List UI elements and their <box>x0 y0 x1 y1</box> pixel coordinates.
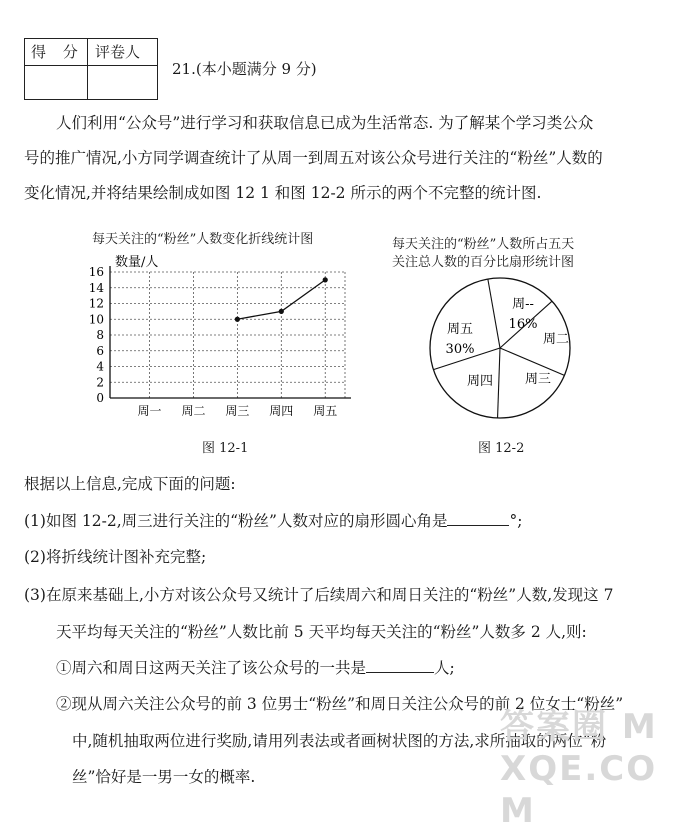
score-header: 得 分 <box>31 43 84 61</box>
pie-chart-caption: 图 12-2 <box>478 441 525 456</box>
pie-slice-value: 30% <box>445 342 475 357</box>
watermark-text: 答案圈 MXQE.COM <box>500 707 658 831</box>
question-3-line-1: (3)在原来基础上,小方对该公众号又统计了后续周六和周日关注的“粉丝”人数,发现这 7 <box>24 586 614 604</box>
grader-header: 评卷人 <box>95 43 141 61</box>
line-chart-caption: 图 12-1 <box>202 441 249 456</box>
data-point <box>323 277 328 282</box>
answer-blank-1[interactable] <box>447 525 509 526</box>
intro-line: 变化情况,并将结果绘制成如图 12 1 和图 12-2 所示的两个不完整的统计图. <box>24 184 542 202</box>
watermark <box>500 706 680 832</box>
pie-chart-title-2: 关注总人数的百分比扇形统计图 <box>392 255 575 270</box>
y-tick-label: 12 <box>88 296 104 311</box>
y-tick-label: 8 <box>96 328 104 342</box>
question-1-suffix: °; <box>509 512 523 530</box>
y-tick-label: 16 <box>88 265 104 279</box>
pie-slice-label: 周三 <box>524 372 552 387</box>
question-3-line-2: 天平均每天关注的“粉丝”人数比前 5 天平均每天关注的“粉丝”人数多 2 人,则: <box>56 623 587 641</box>
question-3-sub-2-line-2: 中,随机抽取两位进行奖励,请用列表法或者画树状图的方法,求所抽取的两位“粉 <box>72 732 607 750</box>
answer-blank-2[interactable] <box>366 672 434 673</box>
question-3-sub-1-suffix: 人; <box>434 659 455 677</box>
x-tick-label: 周三 <box>225 404 250 418</box>
x-tick-label: 周四 <box>269 404 294 418</box>
x-tick-label: 周一 <box>137 404 162 418</box>
question-3-sub-2-line-3: 丝”恰好是一男一女的概率. <box>72 768 256 786</box>
intro-line: 号的推广情况,小方同学调查统计了从周一到周五对该公众号进行关注的“粉丝”人数的 <box>24 149 603 167</box>
intro-line: 人们利用“公众号”进行学习和获取信息已成为生活常态. 为了解某个学习类公众 <box>56 114 594 132</box>
intro-paragraph <box>24 106 672 211</box>
instructions: 根据以上信息,完成下面的问题: <box>24 475 236 493</box>
score-table-row-divider <box>25 65 157 66</box>
y-tick-label: 4 <box>96 359 104 374</box>
score-table <box>24 38 158 100</box>
question-3-sub-2-line-1: ②现从周六关注公众号的前 3 位男士“粉丝”和周日关注公众号的前 2 位女士“粉丝” <box>56 695 624 713</box>
y-axis-label: 数量/人 <box>115 255 159 270</box>
x-tick-label: 周二 <box>181 404 206 418</box>
y-tick-label: 6 <box>96 343 104 358</box>
pie-slice-label: 周四 <box>466 374 494 389</box>
y-tick-label: 14 <box>88 280 104 295</box>
y-tick-label: 2 <box>96 375 104 390</box>
x-tick-label: 周五 <box>313 404 338 418</box>
pie-chart <box>420 268 580 428</box>
pie-slice-label: 周五 <box>446 322 474 337</box>
question-1 <box>24 509 522 531</box>
line-chart <box>80 250 360 430</box>
question-3-sub-1-text: ①周六和周日这两天关注了该公众号的一共是 <box>56 659 367 677</box>
pie-slice-boundary <box>498 348 500 418</box>
pie-chart-title-1: 每天关注的“粉丝”人数所占五天 <box>392 237 575 252</box>
question-number: 21.(本小题满分 9 分) <box>172 60 317 78</box>
question-2: (2)将折线统计图补充完整; <box>24 548 207 566</box>
data-point <box>279 309 284 314</box>
pie-slice-label: 周-- <box>512 297 534 312</box>
pie-slice-label: 周二 <box>542 332 570 347</box>
data-point <box>235 317 240 322</box>
y-tick-label: 0 <box>96 391 104 405</box>
y-tick-label: 10 <box>88 312 104 327</box>
score-table-divider <box>87 39 88 99</box>
pie-slice-value: 16% <box>508 317 538 332</box>
pie-slice-boundary <box>488 279 500 348</box>
question-1-text: (1)如图 12-2,周三进行关注的“粉丝”人数对应的扇形圆心角是 <box>24 512 448 530</box>
line-chart-title: 每天关注的“粉丝”人数变化折线统计图 <box>92 232 314 247</box>
question-3-sub-1 <box>56 656 455 678</box>
